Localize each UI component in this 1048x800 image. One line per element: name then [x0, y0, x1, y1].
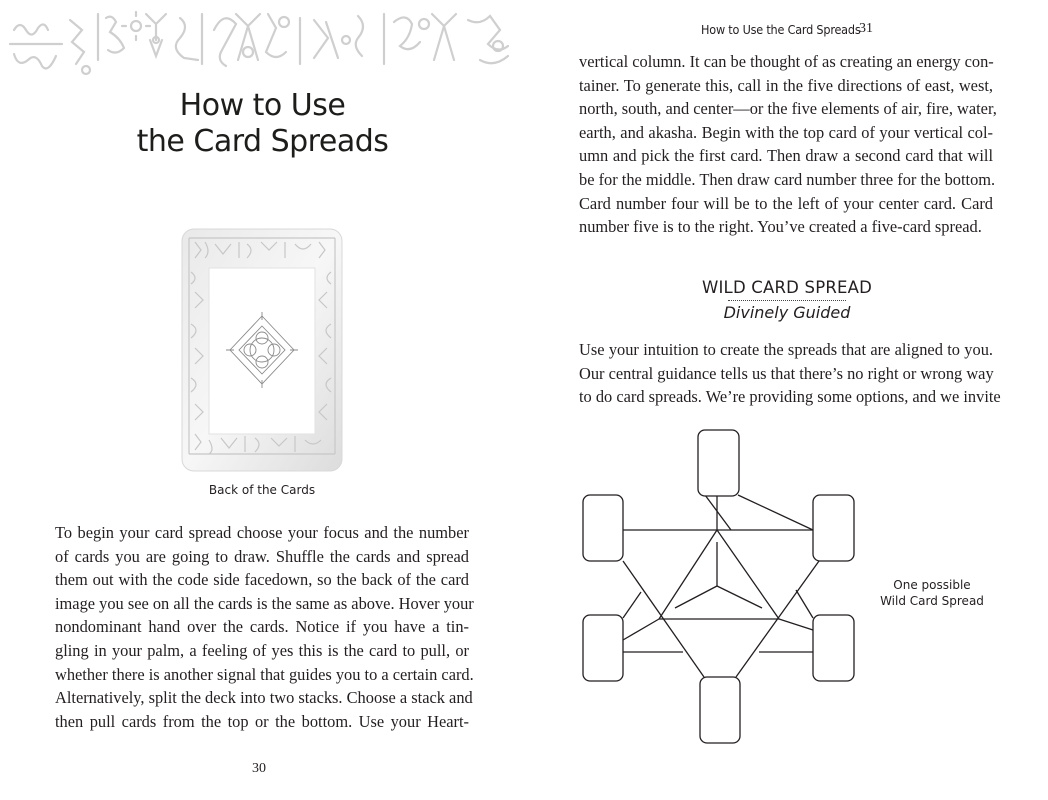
glyph-ornament-border	[0, 0, 520, 90]
text-line: them out with the code side facedown, so the back of the card	[55, 570, 469, 590]
card-back-image	[181, 228, 343, 472]
spread-card-lower-left	[583, 615, 623, 681]
spread-card-lower-right	[813, 615, 854, 681]
text-line: earth, and akasha. Begin with the top card of your vertical col-	[579, 122, 993, 142]
page-number-left: 30	[252, 761, 266, 776]
text-line: be for the middle. Then draw card number three for the bottom.	[579, 169, 996, 189]
chapter-title-line-1: How to Use	[179, 88, 346, 123]
chapter-title	[60, 88, 465, 160]
text-line: tainer. To generate this, call in the five directions of east, west,	[579, 75, 993, 95]
text-line: nondominant hand over the cards. Notice if you have a tin-	[55, 617, 469, 637]
spread-card-top	[698, 430, 739, 496]
text-line: vertical column. It can be thought of as creating an energy con-	[579, 52, 994, 71]
chapter-title-line-2: the Card Spreads	[136, 124, 389, 159]
text-line: Use your intuition to create the spreads that are aligned to you.	[579, 340, 993, 359]
text-line: image you see on all the cards is the same as above. Hover your	[55, 593, 474, 613]
text-line: number five is to the right. You’ve created a five-card spread.	[579, 217, 982, 237]
text-line: north, south, and center—or the five elements of air, fire, water,	[579, 99, 997, 119]
section-subtitle: Divinely Guided	[723, 303, 851, 322]
left-body-text	[55, 521, 474, 733]
text-line: Our central guidance tells us that there’s no right or wrong way	[579, 363, 994, 383]
section-title: WILD CARD SPREAD	[701, 278, 873, 297]
diagram-caption	[864, 577, 1000, 609]
card-back-caption: Back of the Cards	[208, 483, 316, 497]
text-line: of cards you are going to draw. Shuffle the cards and spread	[55, 546, 469, 566]
diagram-caption-line-2: Wild Card Spread	[880, 594, 984, 608]
spread-card-bottom	[700, 677, 740, 743]
right-page	[524, 0, 1048, 800]
text-line: whether there is another signal that guides you to a certain card.	[55, 664, 474, 684]
spread-card-upper-right	[813, 495, 854, 561]
spread-card-upper-left	[583, 495, 623, 561]
wild-card-spread-diagram	[524, 0, 1048, 800]
text-line: To begin your card spread choose your focus and the number	[55, 523, 469, 542]
text-line: Card number four will be to the left of your center card. Card	[579, 193, 993, 213]
text-line: umn and pick the first card. Then draw a second card that will	[579, 146, 993, 166]
text-line: to do card spreads. We’re providing some options, and we invite	[579, 387, 1001, 407]
text-line: then pull cards from the top or the bottom. Use your Heart-	[55, 711, 469, 731]
diagram-connector-lines	[623, 495, 819, 677]
text-line: gling in your palm, a feeling of yes this is the card to pull, or	[55, 640, 469, 660]
diagram-caption-line-1: One possible	[893, 578, 971, 592]
page-number-right: 31	[859, 21, 873, 36]
text-line: Alternatively, split the deck into two stacks. Choose a stack and	[55, 688, 473, 708]
running-head: How to Use the Card Spreads	[701, 22, 861, 37]
